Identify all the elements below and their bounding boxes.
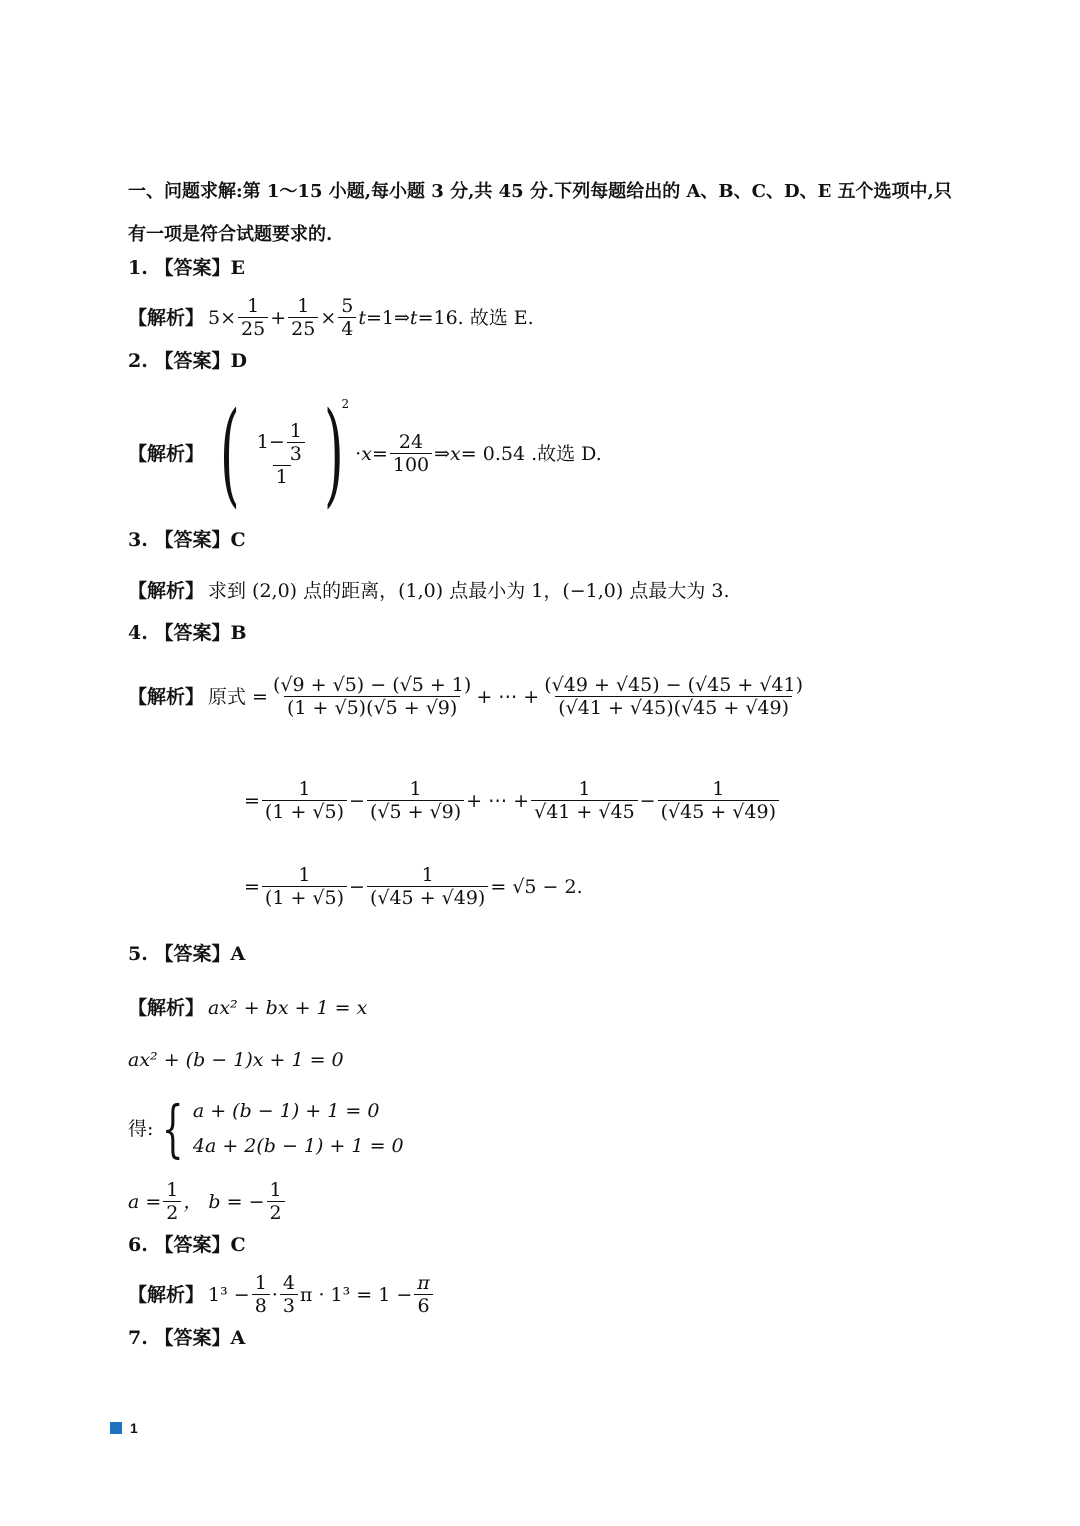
- question-6-answer: [128, 1236, 246, 1255]
- minus-sign: −: [349, 789, 365, 812]
- numerator: 1: [421, 864, 434, 886]
- answer-value: A: [230, 1327, 246, 1349]
- answer-label: 【答案】: [154, 943, 231, 965]
- q4-line1-fraction-1: [270, 676, 474, 718]
- numerator: 1: [254, 1272, 267, 1294]
- denominator: 6: [414, 1294, 432, 1316]
- analysis-label: 【解析】: [128, 580, 205, 602]
- denominator: (√41 + √45)(√45 + √49): [555, 696, 792, 718]
- answer-value: D: [230, 350, 247, 372]
- q2-tail: = 0.54 .故选 D.: [460, 442, 602, 465]
- denominator: 25: [238, 317, 268, 339]
- minus-sign: −: [349, 875, 365, 898]
- numerator: 1: [269, 1179, 282, 1201]
- question-number: 1.: [128, 257, 148, 279]
- numerator: 4: [282, 1272, 295, 1294]
- analysis-label: 【解析】: [128, 1283, 205, 1306]
- denominator: (√45 + √49): [367, 886, 488, 908]
- q3-text: 求到 (2,0) 点的距离，(1,0) 点最小为 1，(−1,0) 点最大为 3.: [208, 580, 730, 602]
- question-number: 5.: [128, 943, 148, 965]
- numerator: [254, 419, 310, 465]
- numerator: 1: [289, 419, 302, 442]
- page-footer: [110, 1420, 138, 1436]
- variable-x: x: [450, 442, 461, 465]
- answer-value: B: [230, 622, 247, 644]
- q6-pre: 1³ −: [208, 1283, 250, 1306]
- question-1-answer: [128, 259, 245, 278]
- q4-line2-fraction-3: [531, 780, 638, 822]
- numerator: 1: [712, 778, 725, 800]
- question-7-answer: [128, 1329, 245, 1348]
- analysis-label: 【解析】: [128, 997, 205, 1019]
- q5-system: [128, 1092, 404, 1165]
- numerator: 1: [298, 778, 311, 800]
- question-2-answer: [128, 352, 247, 371]
- numerator: (√9 + √5) − (√5 + 1): [272, 674, 472, 696]
- numerator: (√49 + √45) − (√45 + √41): [544, 674, 804, 696]
- de-label: 得:: [128, 1117, 154, 1140]
- q6-fraction-2: [280, 1274, 298, 1316]
- q2-fraction: [390, 433, 432, 475]
- numerator: 1: [247, 295, 260, 317]
- variable-t: t: [409, 306, 418, 329]
- system-equation-1: a + (b − 1) + 1 = 0: [192, 1100, 380, 1122]
- q4-line3-fraction-2: [367, 866, 488, 908]
- answer-label: 【答案】: [154, 622, 231, 644]
- q2-outer-fraction: [254, 419, 310, 488]
- variable-t: t: [358, 306, 366, 329]
- q4-line3-fraction-1: [262, 866, 347, 908]
- variable-x: x: [361, 442, 372, 465]
- system-equation-2: 4a + 2(b − 1) + 1 = 0: [192, 1135, 404, 1157]
- equals-sign: =: [244, 875, 260, 898]
- minus-sign: −: [639, 789, 656, 812]
- denominator: (1 + √5): [262, 886, 347, 908]
- numerator: 5: [341, 295, 354, 317]
- question-number: 2.: [128, 350, 148, 372]
- q2-one: 1: [256, 431, 269, 453]
- q1-fraction-2: [288, 297, 318, 339]
- q6-mid: π · 1³ = 1 −: [299, 1283, 413, 1306]
- section-header-line1: 一、问题求解:第 1～15 小题,每小题 3 分,共 45 分.下列每题给出的 A、B、C、D、E 五个选项中,只: [128, 181, 952, 202]
- numerator: 1: [298, 864, 311, 886]
- denominator: √41 + √45: [531, 800, 638, 822]
- analysis-label: 【解析】: [128, 442, 205, 465]
- denominator: (√45 + √49): [658, 800, 779, 822]
- answer-label: 【答案】: [154, 1327, 231, 1349]
- denominator: 25: [288, 317, 318, 339]
- dots: + ⋯ +: [476, 685, 540, 708]
- times-sign: ×: [320, 306, 337, 329]
- denominator: (1 + √5)(√5 + √9): [284, 696, 460, 718]
- q1-fraction-1: [238, 297, 268, 339]
- question-4-analysis-line2: [244, 780, 781, 822]
- answer-label: 【答案】: [154, 529, 231, 551]
- page-number: 1: [130, 1420, 138, 1436]
- question-1-analysis: [128, 297, 534, 339]
- equals-sign: =: [244, 789, 260, 812]
- q4-line1-fraction-2: [541, 676, 806, 718]
- numerator: 1: [297, 295, 310, 317]
- question-5-answer: [128, 945, 245, 964]
- question-3-analysis: [128, 582, 730, 601]
- denominator: 2: [163, 1201, 181, 1223]
- answer-value: C: [230, 529, 246, 551]
- question-number: 7.: [128, 1327, 148, 1349]
- dot-sign: ·: [271, 1283, 278, 1306]
- b-pre: ， b = −: [183, 1190, 265, 1213]
- denominator: 8: [252, 1294, 270, 1316]
- answer-label: 【答案】: [154, 257, 231, 279]
- question-6-analysis: [128, 1274, 435, 1316]
- q4-line2-fraction-2: [367, 780, 464, 822]
- q5-solution: [128, 1181, 287, 1223]
- question-number: 6.: [128, 1234, 148, 1256]
- exponent: 2: [341, 397, 350, 411]
- section-header-line2: 有一项是符合试题要求的.: [128, 224, 333, 245]
- denominator: 2: [267, 1201, 285, 1223]
- plus-sign: +: [270, 306, 287, 329]
- numerator: 1: [578, 778, 591, 800]
- analysis-label: 【解析】: [128, 306, 205, 329]
- denominator: 3: [280, 1294, 298, 1316]
- question-number: 3.: [128, 529, 148, 551]
- system-equations: [193, 1102, 404, 1156]
- denominator: 1: [273, 465, 291, 487]
- numerator: π: [417, 1272, 430, 1294]
- left-brace: {: [162, 1092, 184, 1165]
- answer-label: 【答案】: [154, 1234, 231, 1256]
- question-5-analysis-line1: [128, 999, 367, 1018]
- dots: + ⋯ +: [466, 789, 530, 812]
- q1-tail: =16. 故选 E.: [417, 306, 534, 329]
- q5-equation-2: ax² + (b − 1)x + 1 = 0: [128, 1049, 344, 1071]
- numerator: 1: [166, 1179, 179, 1201]
- page-marker-icon: [110, 1422, 122, 1434]
- question-number: 4.: [128, 622, 148, 644]
- q6-fraction-1: [252, 1274, 270, 1316]
- a-fraction: [163, 1181, 181, 1223]
- q1-pre: 5×: [208, 306, 237, 329]
- q1-fraction-3: [338, 297, 356, 339]
- q4-line2-fraction-4: [658, 780, 779, 822]
- answer-value: A: [230, 943, 246, 965]
- right-paren: ): [323, 389, 344, 519]
- denominator: 3: [287, 442, 305, 464]
- minus-sign: −: [268, 431, 285, 453]
- question-4-analysis-line1: [128, 676, 808, 718]
- denominator: (1 + √5): [262, 800, 347, 822]
- q4-line2-fraction-1: [262, 780, 347, 822]
- implies-sign: ⇒: [434, 442, 451, 465]
- answer-value: E: [230, 257, 245, 279]
- q4-tail: = √5 − 2.: [490, 875, 583, 898]
- answer-value: C: [230, 1234, 246, 1256]
- answer-label: 【答案】: [154, 350, 231, 372]
- denominator: (√5 + √9): [367, 800, 464, 822]
- question-3-answer: [128, 531, 246, 550]
- dot-sign: ·: [355, 442, 362, 465]
- question-4-answer: [128, 624, 247, 643]
- numerator: 24: [398, 431, 424, 453]
- denominator: 100: [390, 453, 432, 475]
- question-4-analysis-line3: [244, 866, 583, 908]
- b-fraction: [267, 1181, 285, 1223]
- q6-fraction-3: [414, 1274, 433, 1316]
- numerator: 1: [409, 778, 422, 800]
- a-pre: a =: [128, 1190, 162, 1213]
- denominator: 4: [338, 317, 356, 339]
- q2-inner-fraction: [287, 419, 305, 465]
- question-2-analysis: [128, 389, 602, 519]
- q1-result: =1⇒: [365, 306, 410, 329]
- analysis-label: 【解析】: [128, 685, 205, 708]
- left-paren: (: [220, 389, 240, 519]
- equals-sign: =: [371, 442, 388, 465]
- q4-pre: 原式 =: [208, 685, 268, 708]
- q5-equation-1: ax² + bx + 1 = x: [208, 997, 368, 1019]
